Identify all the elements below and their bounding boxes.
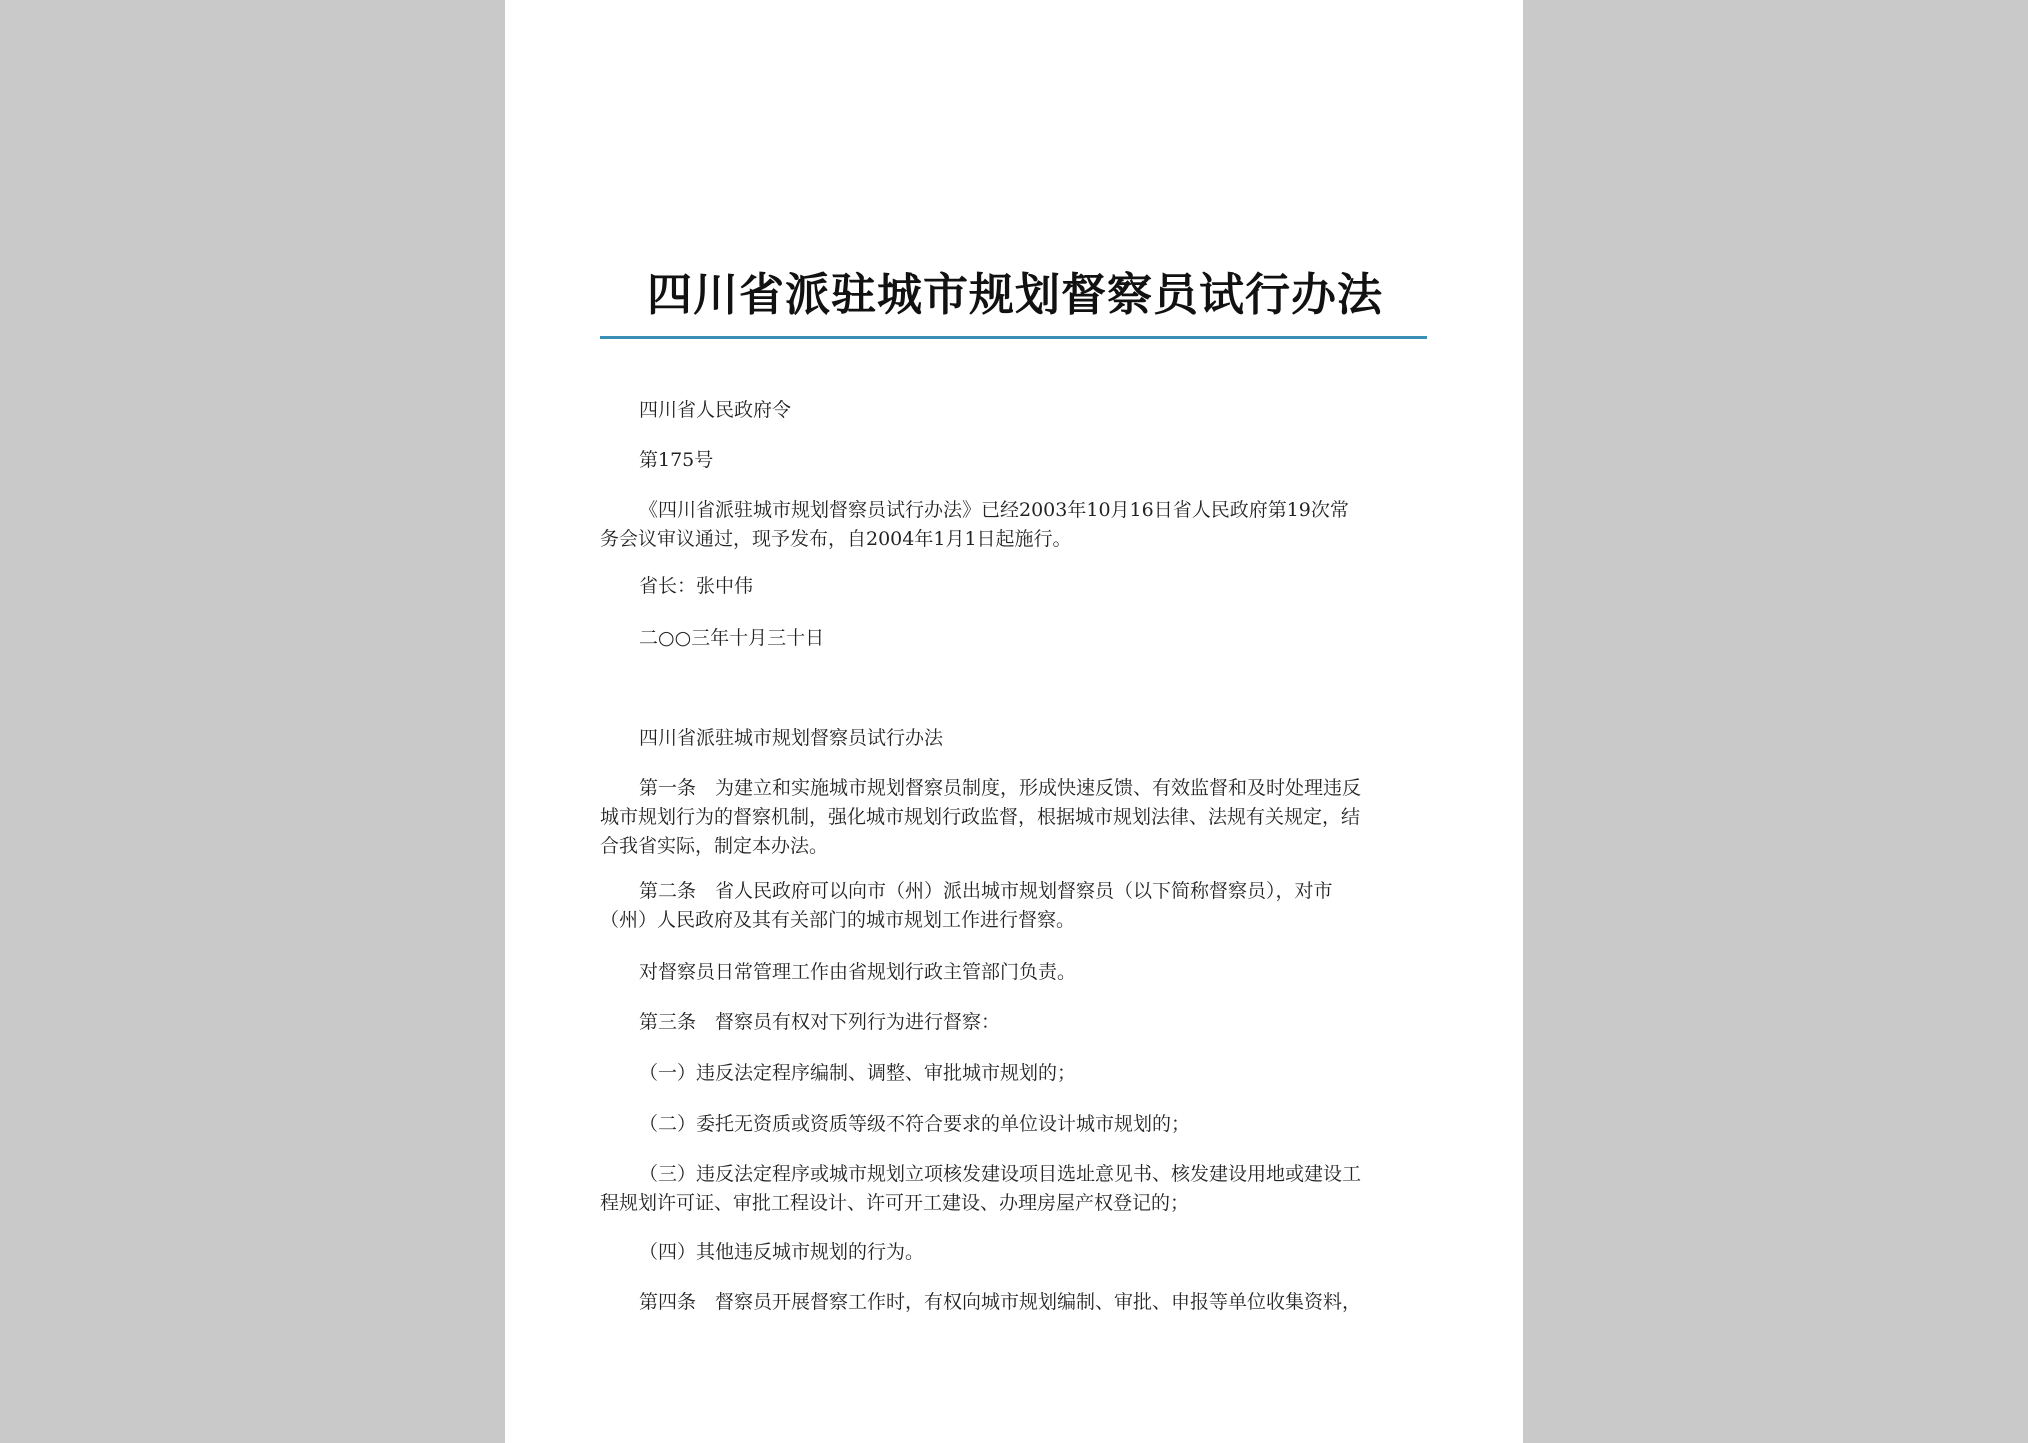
- paragraph-line: （三）违反法定程序或城市规划立项核发建设项目选址意见书、核发建设用地或建设工: [639, 1163, 1362, 1185]
- paragraph-line: （一）违反法定程序编制、调整、审批城市规划的；: [639, 1062, 1077, 1084]
- paragraph-line: 第三条 督察员有权对下列行为进行督察：: [639, 1011, 1001, 1033]
- paragraph-line: 务会议审议通过，现予发布，自2004年1月1日起施行。: [600, 528, 1072, 550]
- document-page: [505, 0, 1523, 1443]
- paragraph-line: （州）人民政府及其有关部门的城市规划工作进行督察。: [600, 909, 1076, 931]
- paragraph-article-1: [600, 774, 1430, 861]
- paragraph-line: 二○○三年十月三十日: [639, 627, 825, 649]
- paragraph-line: （四）其他违反城市规划的行为。: [639, 1241, 925, 1263]
- paragraph-line: 《四川省派驻城市规划督察员试行办法》已经2003年10月16日省人民政府第19次常: [639, 499, 1349, 521]
- paragraph-line: 程规划许可证、审批工程设计、许可开工建设、办理房屋产权登记的；: [600, 1192, 1190, 1214]
- paragraph-article-2: [600, 877, 1430, 935]
- paragraph-subtitle: [600, 724, 1469, 753]
- paragraph-line: 四川省派驻城市规划督察员试行办法: [639, 727, 944, 749]
- paragraph-line: 合我省实际，制定本办法。: [600, 835, 829, 857]
- paragraph-article-2-note: [600, 958, 1469, 987]
- paragraph-date: [600, 624, 1469, 653]
- paragraph-line: 省长：张中伟: [639, 575, 754, 597]
- paragraph-promulgation: [600, 496, 1430, 554]
- title-divider: [600, 336, 1427, 339]
- paragraph-line: 第二条 省人民政府可以向市（州）派出城市规划督察员（以下简称督察员），对市: [639, 880, 1333, 902]
- paragraph-line: 对督察员日常管理工作由省规划行政主管部门负责。: [639, 961, 1077, 983]
- paragraph-decree-issuer: [600, 396, 1469, 425]
- paragraph-decree-number: [600, 446, 1469, 475]
- paragraph-line: 第一条 为建立和实施城市规划督察员制度，形成快速反馈、有效监督和及时处理违反: [639, 777, 1362, 799]
- paragraph-article-3: [600, 1008, 1469, 1037]
- paragraph-governor: [600, 572, 1469, 601]
- paragraph-item-2: [600, 1110, 1469, 1139]
- paragraph-line: （二）委托无资质或资质等级不符合要求的单位设计城市规划的；: [639, 1113, 1191, 1135]
- paragraph-item-1: [600, 1059, 1469, 1088]
- document-title: 四川省派驻城市规划督察员试行办法: [646, 268, 1383, 321]
- paragraph-line: 第四条 督察员开展督察工作时，有权向城市规划编制、审批、申报等单位收集资料，: [639, 1291, 1362, 1313]
- paragraph-line: 四川省人民政府令: [639, 399, 792, 421]
- paragraph-line: 城市规划行为的督察机制，强化城市规划行政监督，根据城市规划法律、法规有关规定，结: [600, 806, 1361, 828]
- paragraph-article-4: [600, 1288, 1469, 1317]
- paragraph-line: 第175号: [639, 449, 714, 471]
- paragraph-item-3: [600, 1160, 1430, 1218]
- paragraph-item-4: [600, 1238, 1469, 1267]
